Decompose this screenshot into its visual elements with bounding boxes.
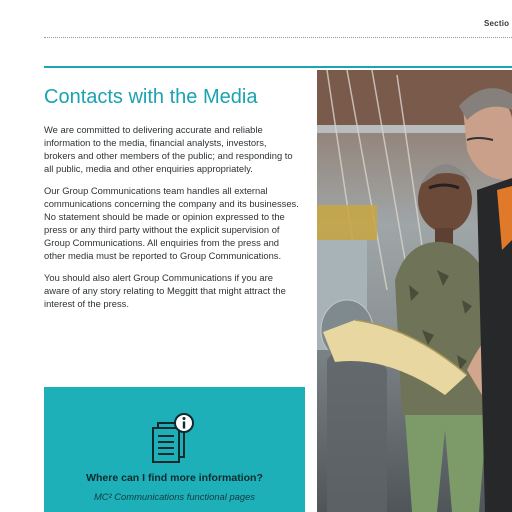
body-text <box>44 123 299 319</box>
communications-pages-link[interactable]: MC² Communications functional pages <box>93 491 255 502</box>
header-divider <box>44 37 512 38</box>
info-box <box>44 387 305 512</box>
workers-reviewing-document-photo <box>317 70 512 512</box>
paragraph-commitment: We are committed to delivering accurate and reliable information to the media, financial analysts, investors, brokers and other members of the public; and responding to all public, media and other enquiries appropriately. <box>44 124 293 174</box>
page-title: Contacts with the Media <box>44 86 258 108</box>
paragraph-group-communications: Our Group Communications team handles all external communications concerning the company and its businesses. No statement should be made or opinion expressed to the press or any third party without the explicit supervision of Group Communications. All enquiries from the press and other media must be reported to Group Communications. <box>44 185 299 261</box>
paragraph-alert: You should also alert Group Communications if you are aware of any story relating to Meggitt that might attract the interest of the press. <box>44 272 286 309</box>
title-rule <box>44 66 512 68</box>
document-info-icon <box>148 413 198 465</box>
info-box-title: Where can I find more information? <box>86 472 263 484</box>
section-label: Sectio <box>484 19 510 28</box>
